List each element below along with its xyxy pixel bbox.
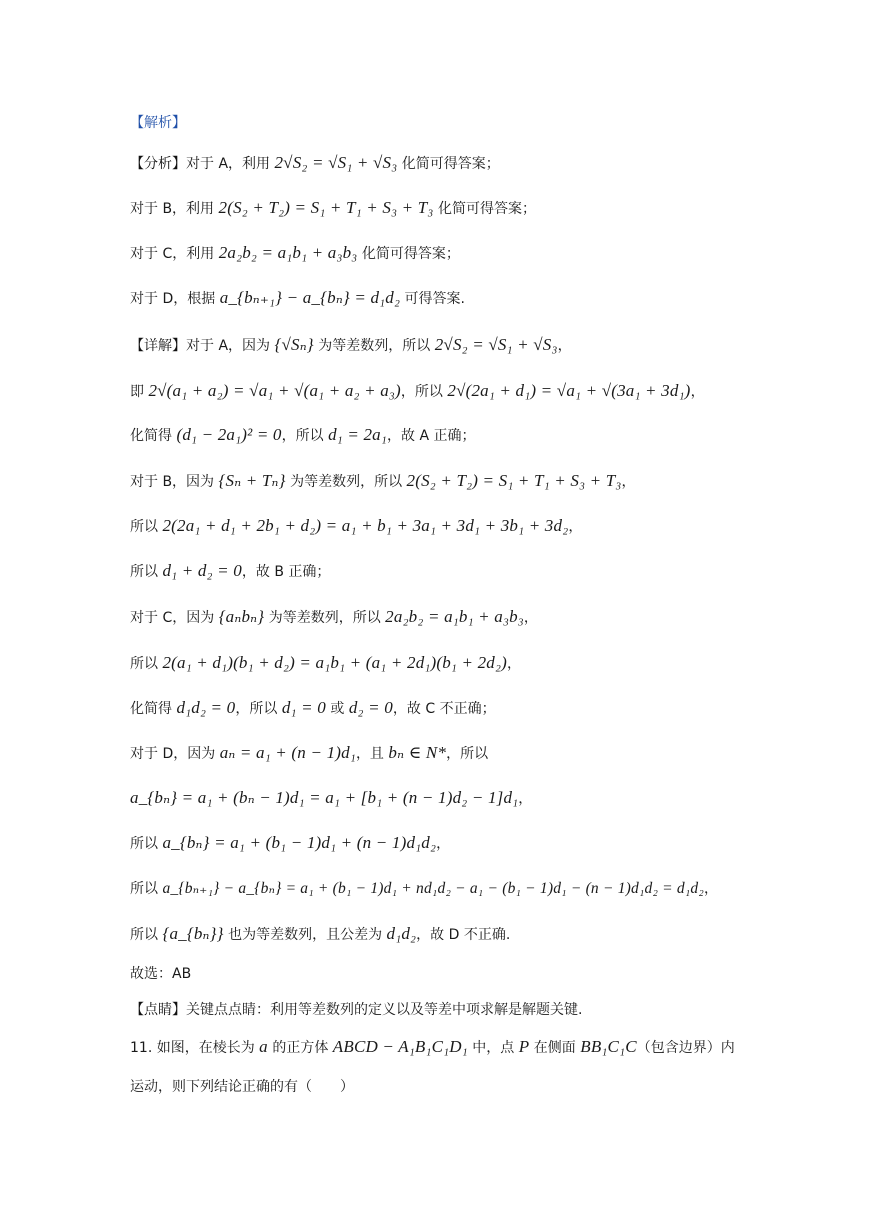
detail-line-7 [130, 606, 809, 629]
comment-tag: 【点睛】 [130, 1002, 186, 1018]
analysis-b-math: 2(S₂ + T₂) = S₁ + T₁ + S₃ + T₃ [218, 198, 434, 217]
detail-line-11 [130, 787, 809, 810]
detail-l2-text-c: ， [690, 384, 705, 400]
detail-tag: 【详解】 [130, 338, 186, 354]
detail-l3-text-a: 化简得 [130, 428, 177, 444]
detail-line-10 [130, 742, 809, 765]
detail-l6-math-1: d₁ + d₂ = 0 [162, 561, 242, 580]
jiexi-label: 【解析】 [130, 115, 186, 131]
analysis-line-c [130, 242, 809, 265]
detail-l14-text-b: 也为等差数列，且公差为 [223, 927, 387, 943]
detail-line-2 [130, 380, 809, 403]
detail-l4-text-b: 为等差数列，所以 [285, 474, 407, 490]
analysis-d-text-2: 可得答案. [400, 291, 466, 307]
detail-l10-text-a: 对于 D，因为 [130, 746, 220, 762]
analysis-c-text-1: 对于 C，利用 [130, 246, 219, 262]
detail-l6-text-c: ，故 B 正确； [241, 564, 331, 580]
detail-l1-text-b: 为等差数列，所以 [313, 338, 435, 354]
detail-l7-math-1: {aₙbₙ} [218, 607, 265, 626]
detail-l12-text-c: ， [436, 836, 451, 852]
jiexi-heading [130, 112, 809, 134]
analysis-a-text-2: 化简可得答案； [397, 156, 500, 172]
detail-l13-text-a: 所以 [130, 881, 163, 897]
detail-l13-text-c: ， [703, 881, 718, 897]
detail-l3-math-2: d₁ = 2a₁ [328, 425, 387, 444]
detail-l14-math-1: {a_{bₙ}} [162, 924, 224, 943]
analysis-line-d [130, 287, 809, 310]
detail-line-4 [130, 470, 809, 493]
analysis-a-text-1: 对于 A，利用 [186, 156, 275, 172]
q11-math-4: BB₁C₁C [580, 1037, 637, 1056]
detail-line-1 [130, 334, 809, 357]
detail-l2-text-b: ，所以 [400, 384, 448, 400]
analysis-b-text-1: 对于 B，利用 [130, 201, 219, 217]
answer-text: 故选：AB [130, 966, 192, 982]
comment-text: 关键点点睛：利用等差数列的定义以及等差中项求解是解题关键. [186, 1002, 583, 1018]
detail-l12-math-1: a_{bₙ} = a₁ + (b₁ − 1)d₁ + (n − 1)d₁d₂ [162, 833, 437, 852]
detail-l14-text-a: 所以 [130, 927, 163, 943]
q11-text-b: 的正方体 [267, 1040, 333, 1056]
detail-l6-text-a: 所以 [130, 564, 163, 580]
analysis-a-math: 2√S₂ = √S₁ + √S₃ [274, 153, 398, 172]
detail-line-5 [130, 515, 809, 538]
detail-l1-math-2: 2√S₂ = √S₁ + √S₃ [434, 335, 558, 354]
detail-l13-math-1: a_{bₙ₊₁} − a_{bₙ} = a₁ + (b₁ − 1)d₁ + nd₁d₂ − a₁ − (b₁ − 1)d₁ − (n − 1)d₁d₂ = d₁d₂ [162, 880, 704, 897]
detail-l7-text-a: 对于 C，因为 [130, 610, 219, 626]
detail-l10-math-2: bₙ ∈ N* [388, 743, 447, 762]
detail-l9-text-b: ，所以 [235, 701, 282, 717]
detail-l3-math-1: (d₁ − 2a₁)² = 0 [176, 425, 282, 444]
detail-l9-text-a: 化简得 [130, 701, 177, 717]
q11-text-a: 11. 如图，在棱长为 [130, 1040, 260, 1056]
detail-l1-text-a: 对于 A，因为 [186, 338, 275, 354]
detail-l14-text-c: ，故 D 不正确. [416, 927, 511, 943]
detail-l8-text-c: ， [506, 656, 521, 672]
detail-line-12 [130, 832, 809, 855]
analysis-tag: 【分析】 [130, 156, 186, 172]
q11-math-1: a [259, 1037, 268, 1056]
detail-l11-text-c: ， [518, 791, 533, 807]
detail-line-9 [130, 697, 809, 720]
detail-l5-text-c: ， [568, 519, 583, 535]
detail-line-13 [130, 878, 809, 900]
analysis-line-a [130, 152, 809, 175]
analysis-b-text-2: 化简可得答案； [433, 201, 536, 217]
detail-l5-text-a: 所以 [130, 519, 163, 535]
q11-math-3: P [518, 1037, 530, 1056]
detail-l5-math-1: 2(2a₁ + d₁ + 2b₁ + d₂) = a₁ + b₁ + 3a₁ + 3d₁ + 3b₁ + 3d₂ [162, 516, 569, 535]
q11-text-d: 在侧面 [529, 1040, 581, 1056]
detail-l1-math-1: {√Sₙ} [274, 335, 314, 354]
analysis-c-text-2: 化简可得答案； [357, 246, 460, 262]
analysis-line-b [130, 197, 809, 220]
analysis-c-math: 2a₂b₂ = a₁b₁ + a₃b₃ [218, 243, 358, 262]
q11-text-e: （包含边界）内 [636, 1040, 735, 1056]
detail-line-14 [130, 923, 809, 946]
detail-l10-text-c: ，所以 [446, 746, 489, 762]
detail-l9-math-2: d₁ = 0 [281, 698, 326, 717]
detail-l10-math-1: aₙ = a₁ + (n − 1)d₁ [219, 743, 356, 762]
detail-l9-text-or: 或 [325, 701, 349, 717]
detail-l2-math-2: 2√(2a₁ + d₁) = √a₁ + √(3a₁ + 3d₁) [447, 381, 691, 400]
detail-l4-math-2: 2(S₂ + T₂) = S₁ + T₁ + S₃ + T₃ [406, 471, 622, 490]
detail-l3-text-c: ，故 A 正确； [387, 428, 476, 444]
detail-l9-text-c: ，故 C 不正确； [392, 701, 496, 717]
detail-l14-math-2: d₁d₂ [386, 924, 417, 943]
detail-l10-text-b: ，且 [355, 746, 389, 762]
detail-l7-text-c: ， [523, 610, 538, 626]
detail-l4-text-a: 对于 B，因为 [130, 474, 219, 490]
q11-math-2: ABCD − A₁B₁C₁D₁ [332, 1037, 468, 1056]
detail-l12-text-a: 所以 [130, 836, 163, 852]
detail-l2-math-1: 2√(a₁ + a₂) = √a₁ + √(a₁ + a₂ + a₃) [148, 381, 401, 400]
detail-l11-math-1: a_{bₙ} = a₁ + (bₙ − 1)d₁ = a₁ + [b₁ + (n − 1)d₂ − 1]d₁ [130, 788, 519, 807]
detail-l2-text-a: 即 [130, 384, 149, 400]
detail-line-6 [130, 560, 809, 583]
detail-l1-text-c: ， [557, 338, 572, 354]
q11-text-c: 中，点 [467, 1040, 519, 1056]
detail-l7-text-b: 为等差数列，所以 [264, 610, 386, 626]
detail-l7-math-2: 2a₂b₂ = a₁b₁ + a₃b₃ [385, 607, 524, 626]
detail-l9-math-3: d₂ = 0 [348, 698, 393, 717]
analysis-d-math: a_{bₙ₊₁} − a_{bₙ} = d₁d₂ [219, 288, 401, 307]
analysis-d-text-1: 对于 D，根据 [130, 291, 220, 307]
detail-l4-text-c: ， [621, 474, 636, 490]
detail-l8-math-1: 2(a₁ + d₁)(b₁ + d₂) = a₁b₁ + (a₁ + 2d₁)(b₁ + 2d₂) [162, 653, 507, 672]
answer-line [130, 963, 809, 985]
detail-l8-text-a: 所以 [130, 656, 163, 672]
question11-line-2 [130, 1076, 809, 1098]
detail-line-8 [130, 652, 809, 675]
detail-l9-math-1: d₁d₂ = 0 [176, 698, 236, 717]
detail-l3-text-b: ，所以 [281, 428, 329, 444]
comment-line [130, 999, 809, 1021]
detail-l4-math-1: {Sₙ + Tₙ} [218, 471, 286, 490]
detail-line-3 [130, 424, 809, 447]
q11-line-2-text: 运动，则下列结论正确的有（ ） [130, 1079, 354, 1095]
question11-line-1 [130, 1036, 809, 1059]
